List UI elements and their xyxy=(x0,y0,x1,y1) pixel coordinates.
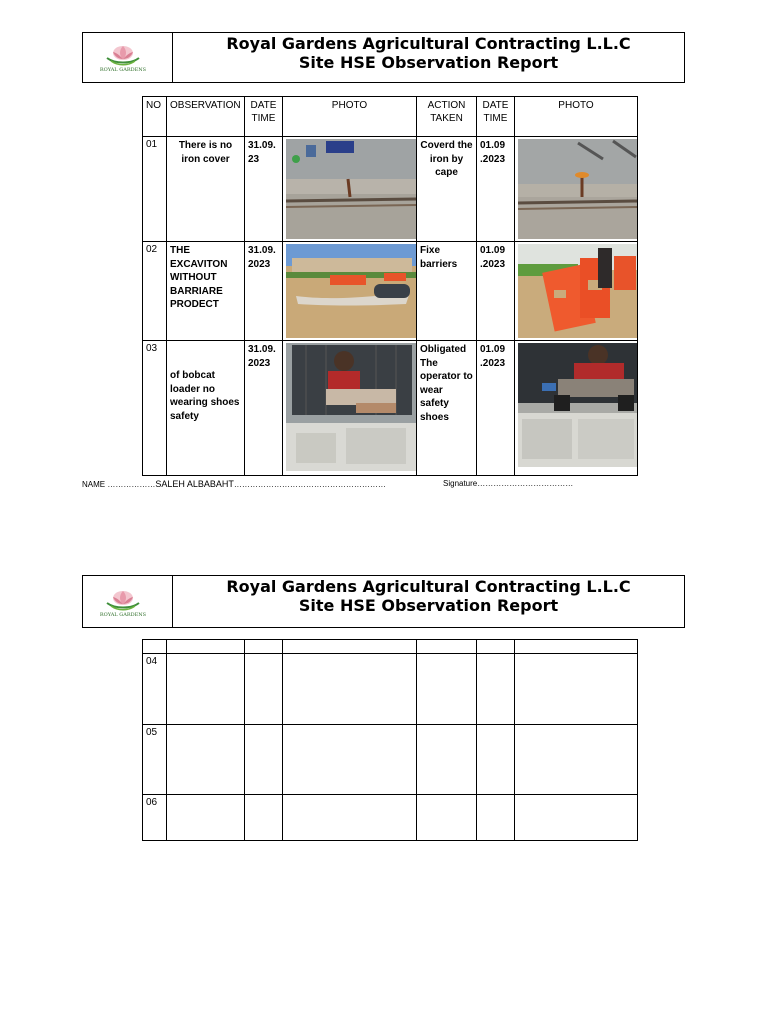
name-prefix: NAME ……………… xyxy=(82,480,156,489)
col-action-taken: ACTION TAKEN xyxy=(417,97,477,137)
operator-no-shoes-photo xyxy=(286,343,417,471)
row-date: 31.09. 2023 xyxy=(245,341,283,476)
action-photo xyxy=(515,242,638,341)
table-row xyxy=(143,654,638,725)
table-header-row xyxy=(143,640,638,654)
name-line xyxy=(82,479,386,489)
observation-photo xyxy=(283,341,417,476)
col-photo: PHOTO xyxy=(283,97,417,137)
row-no: 06 xyxy=(143,795,167,841)
action-photo xyxy=(515,137,638,242)
row-action: Coverd the iron by cape xyxy=(417,137,477,242)
logo-cell xyxy=(83,576,173,627)
excavation-photo xyxy=(286,244,417,338)
row-action: Obligated The operator to wear safety shoes xyxy=(417,341,477,476)
company-logo xyxy=(93,587,153,619)
company-logo xyxy=(93,42,153,74)
row-no: 03 xyxy=(143,341,167,476)
observation-photo xyxy=(283,242,417,341)
col-date-time: DATE TIME xyxy=(245,97,283,137)
col-photo-2: PHOTO xyxy=(515,97,638,137)
logo-cell xyxy=(83,33,173,82)
table-header-row xyxy=(143,97,638,137)
col-observation: OBSERVATION xyxy=(167,97,245,137)
row-action-date: 01.09 .2023 xyxy=(477,242,515,341)
action-photo xyxy=(515,341,638,476)
table-row xyxy=(143,341,638,476)
row-no: 02 xyxy=(143,242,167,341)
row-date: 31.09. 23 xyxy=(245,137,283,242)
col-date-time-2: DATE TIME xyxy=(477,97,515,137)
row-action-date: 01.09 .2023 xyxy=(477,341,515,476)
operator-safety-shoes-photo xyxy=(518,343,638,467)
row-date: 31.09. 2023 xyxy=(245,242,283,341)
inspector-name: SALEH ALBABAHT xyxy=(155,479,234,489)
col-no: NO xyxy=(143,97,167,137)
name-suffix: ………………………………………………… xyxy=(233,480,386,489)
signature-line: Signature……………………………… xyxy=(443,479,574,488)
row-observation: There is no iron cover xyxy=(167,137,245,242)
covered-iron-photo xyxy=(518,139,638,239)
table-row xyxy=(143,725,638,795)
title-block xyxy=(173,33,684,72)
row-action-date: 01.09 .2023 xyxy=(477,137,515,242)
report-title: Site HSE Observation Report xyxy=(298,596,559,615)
observation-table xyxy=(142,96,638,476)
row-action: Fixe barriers xyxy=(417,242,477,341)
title-block xyxy=(173,576,684,615)
row-no: 04 xyxy=(143,654,167,725)
report-header xyxy=(82,32,685,83)
table-row xyxy=(143,137,638,242)
row-no: 01 xyxy=(143,137,167,242)
svg-text:ROYAL GARDENS: ROYAL GARDENS xyxy=(99,67,147,73)
report-header-page-2 xyxy=(82,575,685,628)
company-name: Royal Gardens Agricultural Contracting L.L.C xyxy=(226,34,631,53)
barriers-photo xyxy=(518,244,638,338)
row-observation: of bobcat loader no wearing shoes safety xyxy=(167,341,245,476)
row-observation: THE EXCAVITON WITHOUT BARRIARE PRODECT xyxy=(167,242,245,341)
observation-table-page-2 xyxy=(142,639,638,841)
company-name: Royal Gardens Agricultural Contracting L.L.C xyxy=(226,577,631,596)
observation-photo xyxy=(283,137,417,242)
table-row xyxy=(143,242,638,341)
iron-bar-photo xyxy=(286,139,417,239)
report-title: Site HSE Observation Report xyxy=(298,53,559,72)
table-row xyxy=(143,795,638,841)
row-no: 05 xyxy=(143,725,167,795)
svg-text:ROYAL GARDENS: ROYAL GARDENS xyxy=(99,612,147,618)
